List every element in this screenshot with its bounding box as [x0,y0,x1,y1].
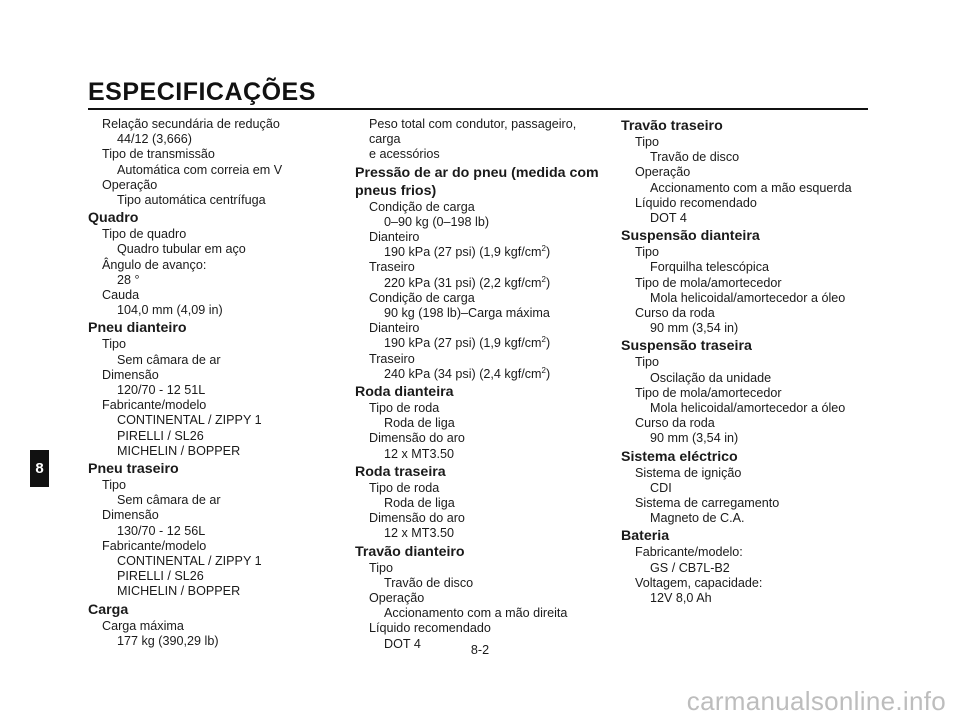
section-heading-roda-dianteira: Roda dianteira [355,384,454,401]
section-heading-suspensao-dianteira: Suspensão dianteira [621,228,760,245]
spec-value: DOT 4 [384,636,421,651]
spec-label: Dimensão [102,367,159,382]
spec-value: 90 mm (3,54 in) [650,431,739,446]
spec-value: Forquilha telescópica [650,260,770,275]
spec-label: Tipo de roda [369,401,440,416]
spec-value: Oscilação da unidade [650,370,772,385]
spec-label: Condição de carga [369,290,475,305]
spec-value: Accionamento com a mão esquerda [650,180,852,195]
spec-value: MICHELIN / BOPPER [117,443,241,458]
spec-value: CONTINENTAL / ZIPPY 1 [117,413,262,428]
spec-value: Sem câmara de ar [117,352,221,367]
section-heading-pressao: Pressão de ar do pneu (medida com [355,164,599,181]
section-heading-travao-dianteiro: Travão dianteiro [355,543,465,560]
spec-value: 12 x MT3.50 [384,446,454,461]
spec-label: Ângulo de avanço: [102,257,207,272]
spec-label: Condição de carga [369,199,475,214]
spec-label: Tipo [635,135,660,149]
spec-value-pressure: 220 kPa (31 psi) (2,2 kgf/$cm^2$) [384,274,551,290]
title-rule [88,108,868,110]
spec-column-2 [355,117,610,652]
spec-label: Líquido recomendado [369,621,491,636]
spec-label: Operação [102,177,158,192]
spec-value: Mola helicoidal/amortecedor a óleo [650,290,846,305]
spec-value: Mola helicoidal/amortecedor a óleo [650,401,846,416]
spec-value: Travão de disco [650,150,740,165]
spec-value: PIRELLI / SL26 [117,569,204,584]
spec-value: 90 kg (198 lb)–Carga máxima [384,306,550,321]
spec-column-1 [88,117,338,649]
spec-value: 177 kg (390,29 lb) [117,633,219,648]
section-heading-pressao-cont: pneus frios) [355,182,437,199]
spec-column-3 [621,117,881,606]
spec-value: Travão de disco [384,575,474,590]
spec-label: Tipo [102,478,127,493]
spec-label: Tipo [635,245,660,260]
section-heading-travao-traseiro: Travão traseiro [621,118,723,134]
spec-label: Fabricante/modelo [102,538,207,553]
spec-label: Traseiro [369,351,415,366]
spec-label: Tipo [369,560,394,575]
section-heading-sistema-electrico: Sistema eléctrico [621,448,738,465]
spec-value: 28 ° [117,272,140,287]
spec-value: Quadro tubular em aço [117,242,246,257]
spec-value: Sem câmara de ar [117,493,221,508]
section-heading-quadro: Quadro [88,210,139,227]
spec-label: Operação [635,165,691,180]
spec-label: Tipo de roda [369,480,440,495]
spec-label: Peso total com condutor, passageiro, carga [369,117,577,147]
spec-value: 104,0 mm (4,09 in) [117,303,223,318]
spec-label: Tipo de quadro [102,227,187,242]
spec-label: Tipo [635,355,660,370]
spec-value: 130/70 - 12 56L [117,523,206,538]
spec-value: 44/12 (3,666) [117,132,192,147]
section-heading-roda-traseira: Roda traseira [355,463,446,480]
spec-label: e acessórios [369,147,440,162]
spec-label: Relação secundária de redução [102,117,280,131]
spec-value: Accionamento com a mão direita [384,606,568,621]
spec-label: Líquido recomendado [635,195,757,210]
spec-value: Tipo automática centrífuga [117,193,266,208]
spec-label: Curso da roda [635,306,715,321]
spec-label: Sistema de ignição [635,465,742,480]
section-heading-pneu-traseiro: Pneu traseiro [88,461,179,478]
spec-value-pressure: 240 kPa (34 psi) (2,4 kgf/$cm^2$) [384,365,551,381]
spec-value: DOT 4 [650,211,687,226]
spec-value-pressure: 190 kPa (27 psi) (1,9 kgf/$cm^2$) [384,335,551,351]
spec-label: Traseiro [369,260,415,275]
spec-label: Tipo de transmissão [102,147,215,162]
spec-label: Voltagem, capacidade: [635,575,763,590]
spec-label: Dimensão do aro [369,511,465,526]
section-heading-pneu-dianteiro: Pneu dianteiro [88,320,187,337]
spec-value: Roda de liga [384,496,455,511]
spec-label: Curso da roda [635,416,715,431]
section-heading-bateria: Bateria [621,528,670,545]
spec-value: Roda de liga [384,416,455,431]
spec-value-pressure: 190 kPa (27 psi) (1,9 kgf/$cm^2$) [384,244,551,260]
spec-label: Operação [369,591,425,606]
spec-value: 12V 8,0 Ah [650,591,712,606]
spec-label: Sistema de carregamento [635,496,780,511]
spec-value: Automática com correia em V [117,162,283,177]
spec-value: 12 x MT3.50 [384,526,454,541]
spec-value: 0–90 kg (0–198 lb) [384,214,490,229]
spec-label: Fabricante/modelo: [635,545,743,560]
spec-label: Dimensão [102,508,159,523]
spec-value: 90 mm (3,54 in) [650,321,739,336]
page-number: 8-2 [470,643,490,657]
spec-value: CONTINENTAL / ZIPPY 1 [117,554,262,569]
spec-label: Dianteiro [369,321,420,336]
spec-value: Magneto de C.A. [650,511,745,526]
spec-value: MICHELIN / BOPPER [117,584,241,599]
chapter-tab: 8 [30,450,49,487]
spec-label: Cauda [102,288,140,303]
spec-label: Tipo de mola/amortecedor [635,385,782,400]
spec-label: Tipo [102,337,127,352]
spec-label: Dianteiro [369,230,420,245]
spec-value: CDI [650,480,672,495]
section-heading-suspensao-traseira: Suspensão traseira [621,338,752,355]
page-title: ESPECIFICAÇÕES [88,78,316,106]
spec-label: Fabricante/modelo [102,398,207,413]
spec-label: Dimensão do aro [369,431,465,446]
spec-label: Tipo de mola/amortecedor [635,275,782,290]
spec-value: GS / CB7L-B2 [650,560,730,575]
spec-value: PIRELLI / SL26 [117,428,204,443]
watermark: carmanualsonline.info [686,686,946,716]
section-heading-carga: Carga [88,601,129,618]
spec-value: 120/70 - 12 51L [117,383,206,398]
spec-label: Carga máxima [102,618,184,633]
